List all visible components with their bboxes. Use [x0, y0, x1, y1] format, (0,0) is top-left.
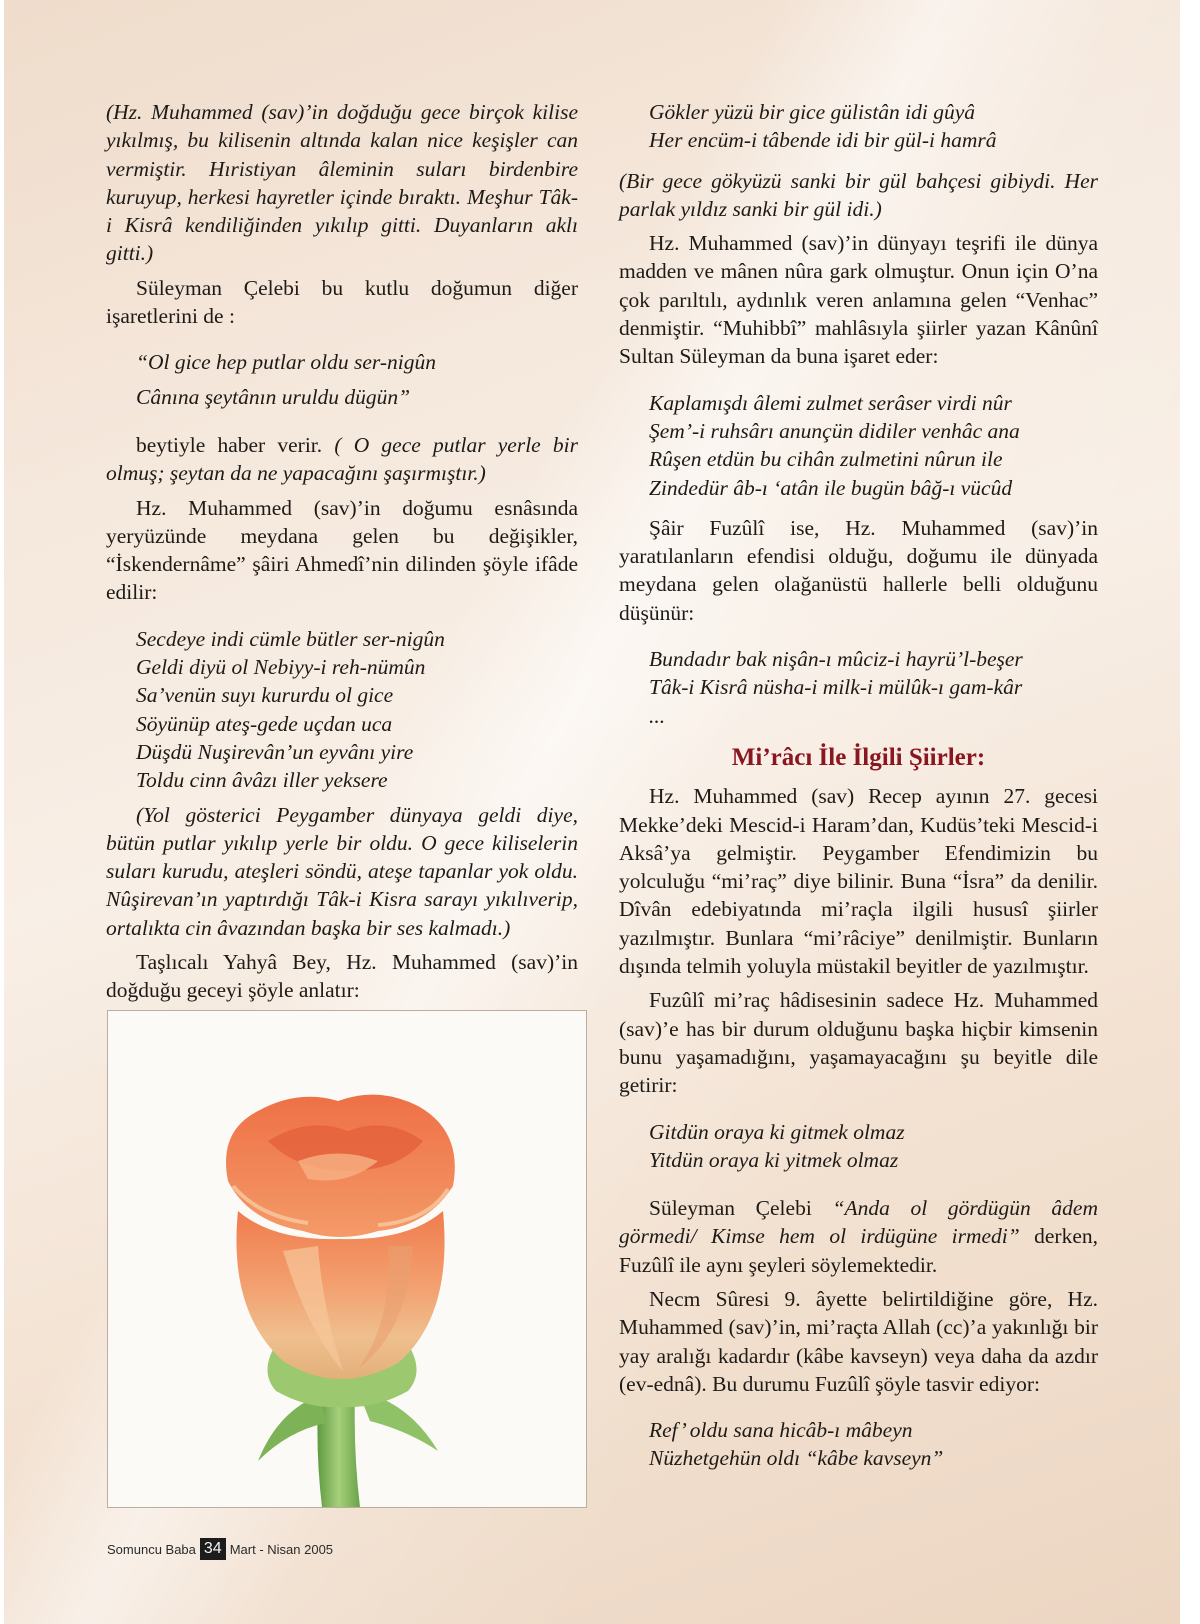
text-span: derken, Fuzûlî ile aynı şeyleri söylemektedir.: [619, 1224, 1098, 1277]
paragraph-fuzuli-miraj: Fuzûlî mi’raç hâdisesinin sadece Hz. Muhammed (sav)’e has bir durum olduğunu başka hiçbir kimsenin bunu yaşamadığını, yaşamayacağını şu beyitle dile getirir:: [619, 988, 1098, 1098]
paragraph-necm: Necm Sûresi 9. âyette belirtildiğine göre, Hz. Muhammed (sav)’in, mi’raçta Allah (cc)’a yakınlığı bir yay aralığı kadardır (kâbe kavseyn) veya daha da azdır (ev-ednâ). Bu durumu Fuzûlî şöyle tasvir ediyor:: [619, 1286, 1098, 1396]
verse-ellipsis: ...: [649, 703, 666, 728]
verse-line: Rûşen etdün bu cihân zulmetini nûrun ile: [649, 447, 1003, 472]
rose-illustration: [108, 1011, 586, 1507]
magazine-page: [4, 0, 1190, 1624]
verse-line: “Ol gice hep putlar oldu ser-nigûn: [136, 350, 436, 375]
paragraph-suleyman-fuzuli: [619, 1194, 1098, 1279]
paragraph-beyit-note: [106, 431, 578, 488]
right-column: [619, 98, 1098, 1473]
verse-yahya-bey: [619, 98, 1098, 155]
issue-date: Mart - Nisan 2005: [229, 1541, 334, 1557]
text-span: Süleyman Çelebi: [649, 1196, 833, 1221]
verse-line: Secdeye indi cümle bütler ser-nigûn: [136, 626, 445, 651]
section-heading: Mi’râcı İle İlgili Şiirler:: [731, 743, 986, 771]
verse-line: Geldi diyü ol Nebiyy-i reh-nümûn: [136, 655, 426, 680]
verse-line: Cânına şeytânın uruldu dügün”: [136, 384, 411, 409]
verse-iskendername: [106, 625, 578, 795]
verse-line: Düşdü Nuşirevân’un eyvânı yire: [136, 739, 414, 764]
left-column: [106, 98, 578, 1011]
paragraph-iskendername-translation: (Yol gösterici Peygamber dünyaya geldi diye, bütün putlar yıkılıp yerle bir oldu. O gece kiliselerin suları kurudu, ateşleri söndü, ateşe tapanlar yok oldu. Nûşirevan’ın yaptırdığı Tâk-i Kisra sarayı yıkılıverip, ortalıkta cin âvazından başka bir ses kalmadı.): [106, 802, 578, 940]
verse-line: Sa’venün suyı kururdu ol gice: [136, 683, 394, 708]
paragraph-suleyman-celebi: Süleyman Çelebi bu kutlu doğumun diğer işaretlerini de :: [106, 275, 578, 329]
verse-line: Yitdün oraya ki yitmek olmaz: [649, 1147, 899, 1172]
verse-line: Zindedür âb-ı ‘atân ile bugün bâğ-ı vücûd: [649, 475, 1013, 500]
verse-line: Gökler yüzü bir gice gülistân idi gûyâ: [649, 100, 976, 124]
verse-line: Toldu cinn âvâzı iller yeksere: [136, 768, 388, 793]
paragraph-ahmedi: Hz. Muhammed (sav)’in doğumu esnâsında yeryüzünde meydana gelen bu değişikler, “İskendernâme” şâiri Ahmedî’nin dilinden şöyle ifâde edilir:: [106, 495, 578, 605]
quote-span: “Anda ol gördügün âdem görmedi/ Kimse hem ol irdügüne irmedi”: [619, 1196, 1098, 1249]
verse-line: Kaplamışdı âlemi zulmet serâser virdi nûr: [649, 390, 1012, 415]
paragraph-miraj: Hz. Muhammed (sav) Recep ayının 27. gecesi Mekke’deki Mescid-i Haram’dan, Kudüs’teki Mescid-i Aksâ’ya gelmiştir. Peygamber Efendimizin bu yolculuğu “mi’raç” diye bilinir. Buna “İsra” da denilir. Dîvân edebiyatında mi’raçla ilgili hususî şiirler yazılmıştır. Bunlara “mi’râciye” denilmiştir. Bunların dışında telmih yoluyla müstakil beyitler de yazılmıştır.: [619, 784, 1098, 979]
paragraph-yahya-bey: Taşlıcalı Yahyâ Bey, Hz. Muhammed (sav)’in doğduğu geceyi şöyle anlatır:: [106, 950, 578, 1003]
verse-line: Şem’-i ruhsârı anunçün didiler venhâc ana: [649, 418, 1020, 443]
verse-line: Her encüm-i tâbende idi bir gül-i hamrâ: [649, 128, 997, 153]
verse-kabe-kavseyn: [619, 1416, 1098, 1473]
verse-line: Nüzhetgehün oldı “kâbe kavseyn”: [649, 1446, 944, 1471]
paragraph-birth-signs-translation: (Hz. Muhammed (sav)’in doğduğu gece birçok kilise yıkılmış, bu kilisenin altında kalan nice keşişler can vermiştir. Hıristiyan âleminin suları birdenbire kuruyup, herkesi hayretler içinde bıraktı. Meşhur Tâk-i Kisrâ kendiliğinden yıkılıp gitti. Duyanların aklı gitti.): [106, 100, 578, 266]
verse-line: Bundadır bak nişân-ı mûciz-i hayrü’l-beşer: [649, 647, 1023, 672]
paragraph-yahya-translation: (Bir gece gökyüzü sanki bir gül bahçesi gibiydi. Her parlak yıldız sanki bir gül idi.): [619, 168, 1098, 221]
verse-line: Tâk-i Kisrâ nüsha-i milk-i mülûk-ı gam-kâr: [649, 675, 1023, 700]
paragraph-fuzuli-birth: Şâir Fuzûlî ise, Hz. Muhammed (sav)’in yaratılanların efendisi olduğu, doğumu ile dünyada meydana gelen olağanüstü hallerle belli olduğunu düşünür:: [619, 515, 1098, 625]
page-footer: [107, 1538, 333, 1560]
magazine-name: Somuncu Baba: [107, 1541, 196, 1557]
beyit-note-text: beytiyle haber verir.: [136, 432, 335, 457]
rose-photo: [107, 1010, 587, 1508]
verse-line: Söyünüp ateş-gede uçdan uca: [136, 711, 393, 736]
verse-fuzuli-gitdun: [619, 1118, 1098, 1175]
verse-line: Ref’ oldu sana hicâb-ı mâbeyn: [649, 1418, 913, 1443]
beyit-note-translation: ( O gece putlar yerle bir olmuş; şeytan da ne yapacağını şaşırmıştır.): [106, 432, 579, 486]
page-number: 34: [200, 1538, 226, 1560]
verse-muhibbi: [619, 389, 1098, 502]
verse-line: Gitdün oraya ki gitmek olmaz: [649, 1119, 905, 1144]
paragraph-venhac: Hz. Muhammed (sav)’in dünyayı teşrifi ile dünya madden ve mânen nûra gark olmuştur. Onun için O’na çok parıltılı, aydınlık veren anlamına gelen “Venhac” denmiştir. “Muhibbî” mahlâsıyla şiirler yazan Kânûnî Sultan Süleyman da buna işaret eder:: [619, 231, 1098, 369]
verse-fuzuli-kisra: [619, 645, 1098, 730]
verse-mevlid: [106, 348, 578, 411]
